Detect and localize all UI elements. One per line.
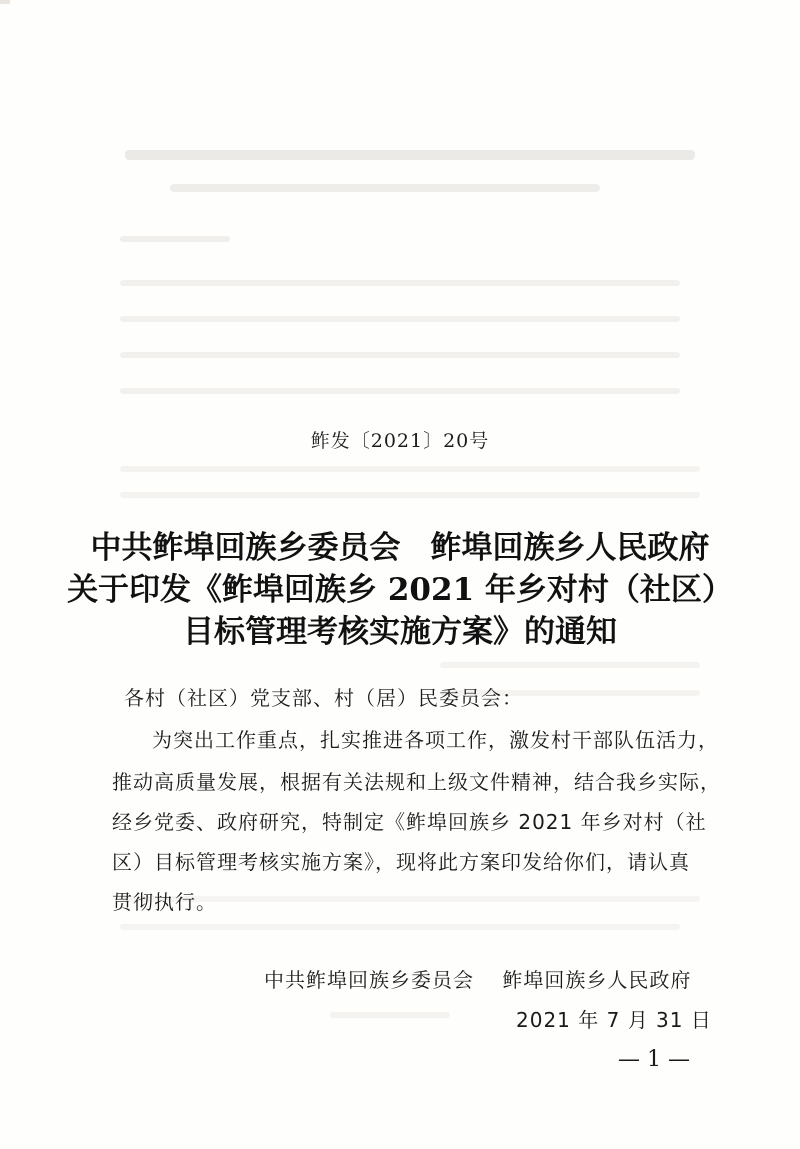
body-line-2: 推动高质量发展，根据有关法规和上级文件精神，结合我乡实际， [112, 770, 721, 794]
title-line-1 [0, 522, 800, 567]
issue-date: 2021 年 7 月 31 日 [516, 1008, 712, 1032]
body-line-5: 贯彻执行。 [112, 890, 217, 914]
issuer-party-committee: 中共鲊埠回族乡委员会 [90, 530, 401, 566]
body-line-3: 经乡党委、政府研究，特制定《鲊埠回族乡 2021 年乡对村（社 [112, 810, 707, 834]
body-line-1: 为突出工作重点，扎实推进各项工作，激发村干部队伍活力， [152, 728, 719, 752]
title-line-2: 关于印发《鲊埠回族乡 2021 年乡对村（社区） [67, 572, 733, 608]
recipient-line: 各村（社区）党支部、村（居）民委员会： [124, 686, 523, 710]
document-number: 鲊发〔2021〕20号 [310, 430, 490, 452]
body-line-4: 区）目标管理考核实施方案》，现将此方案印发给你们，请认真 [112, 850, 690, 874]
signatories: 中共鲊埠回族乡委员会 鲊埠回族乡人民政府 [264, 968, 692, 992]
page-number: — 1 — [618, 1047, 690, 1072]
title-line-3: 目标管理考核实施方案》的通知 [183, 614, 617, 650]
issuer-government: 鲊埠回族乡人民政府 [430, 530, 710, 566]
